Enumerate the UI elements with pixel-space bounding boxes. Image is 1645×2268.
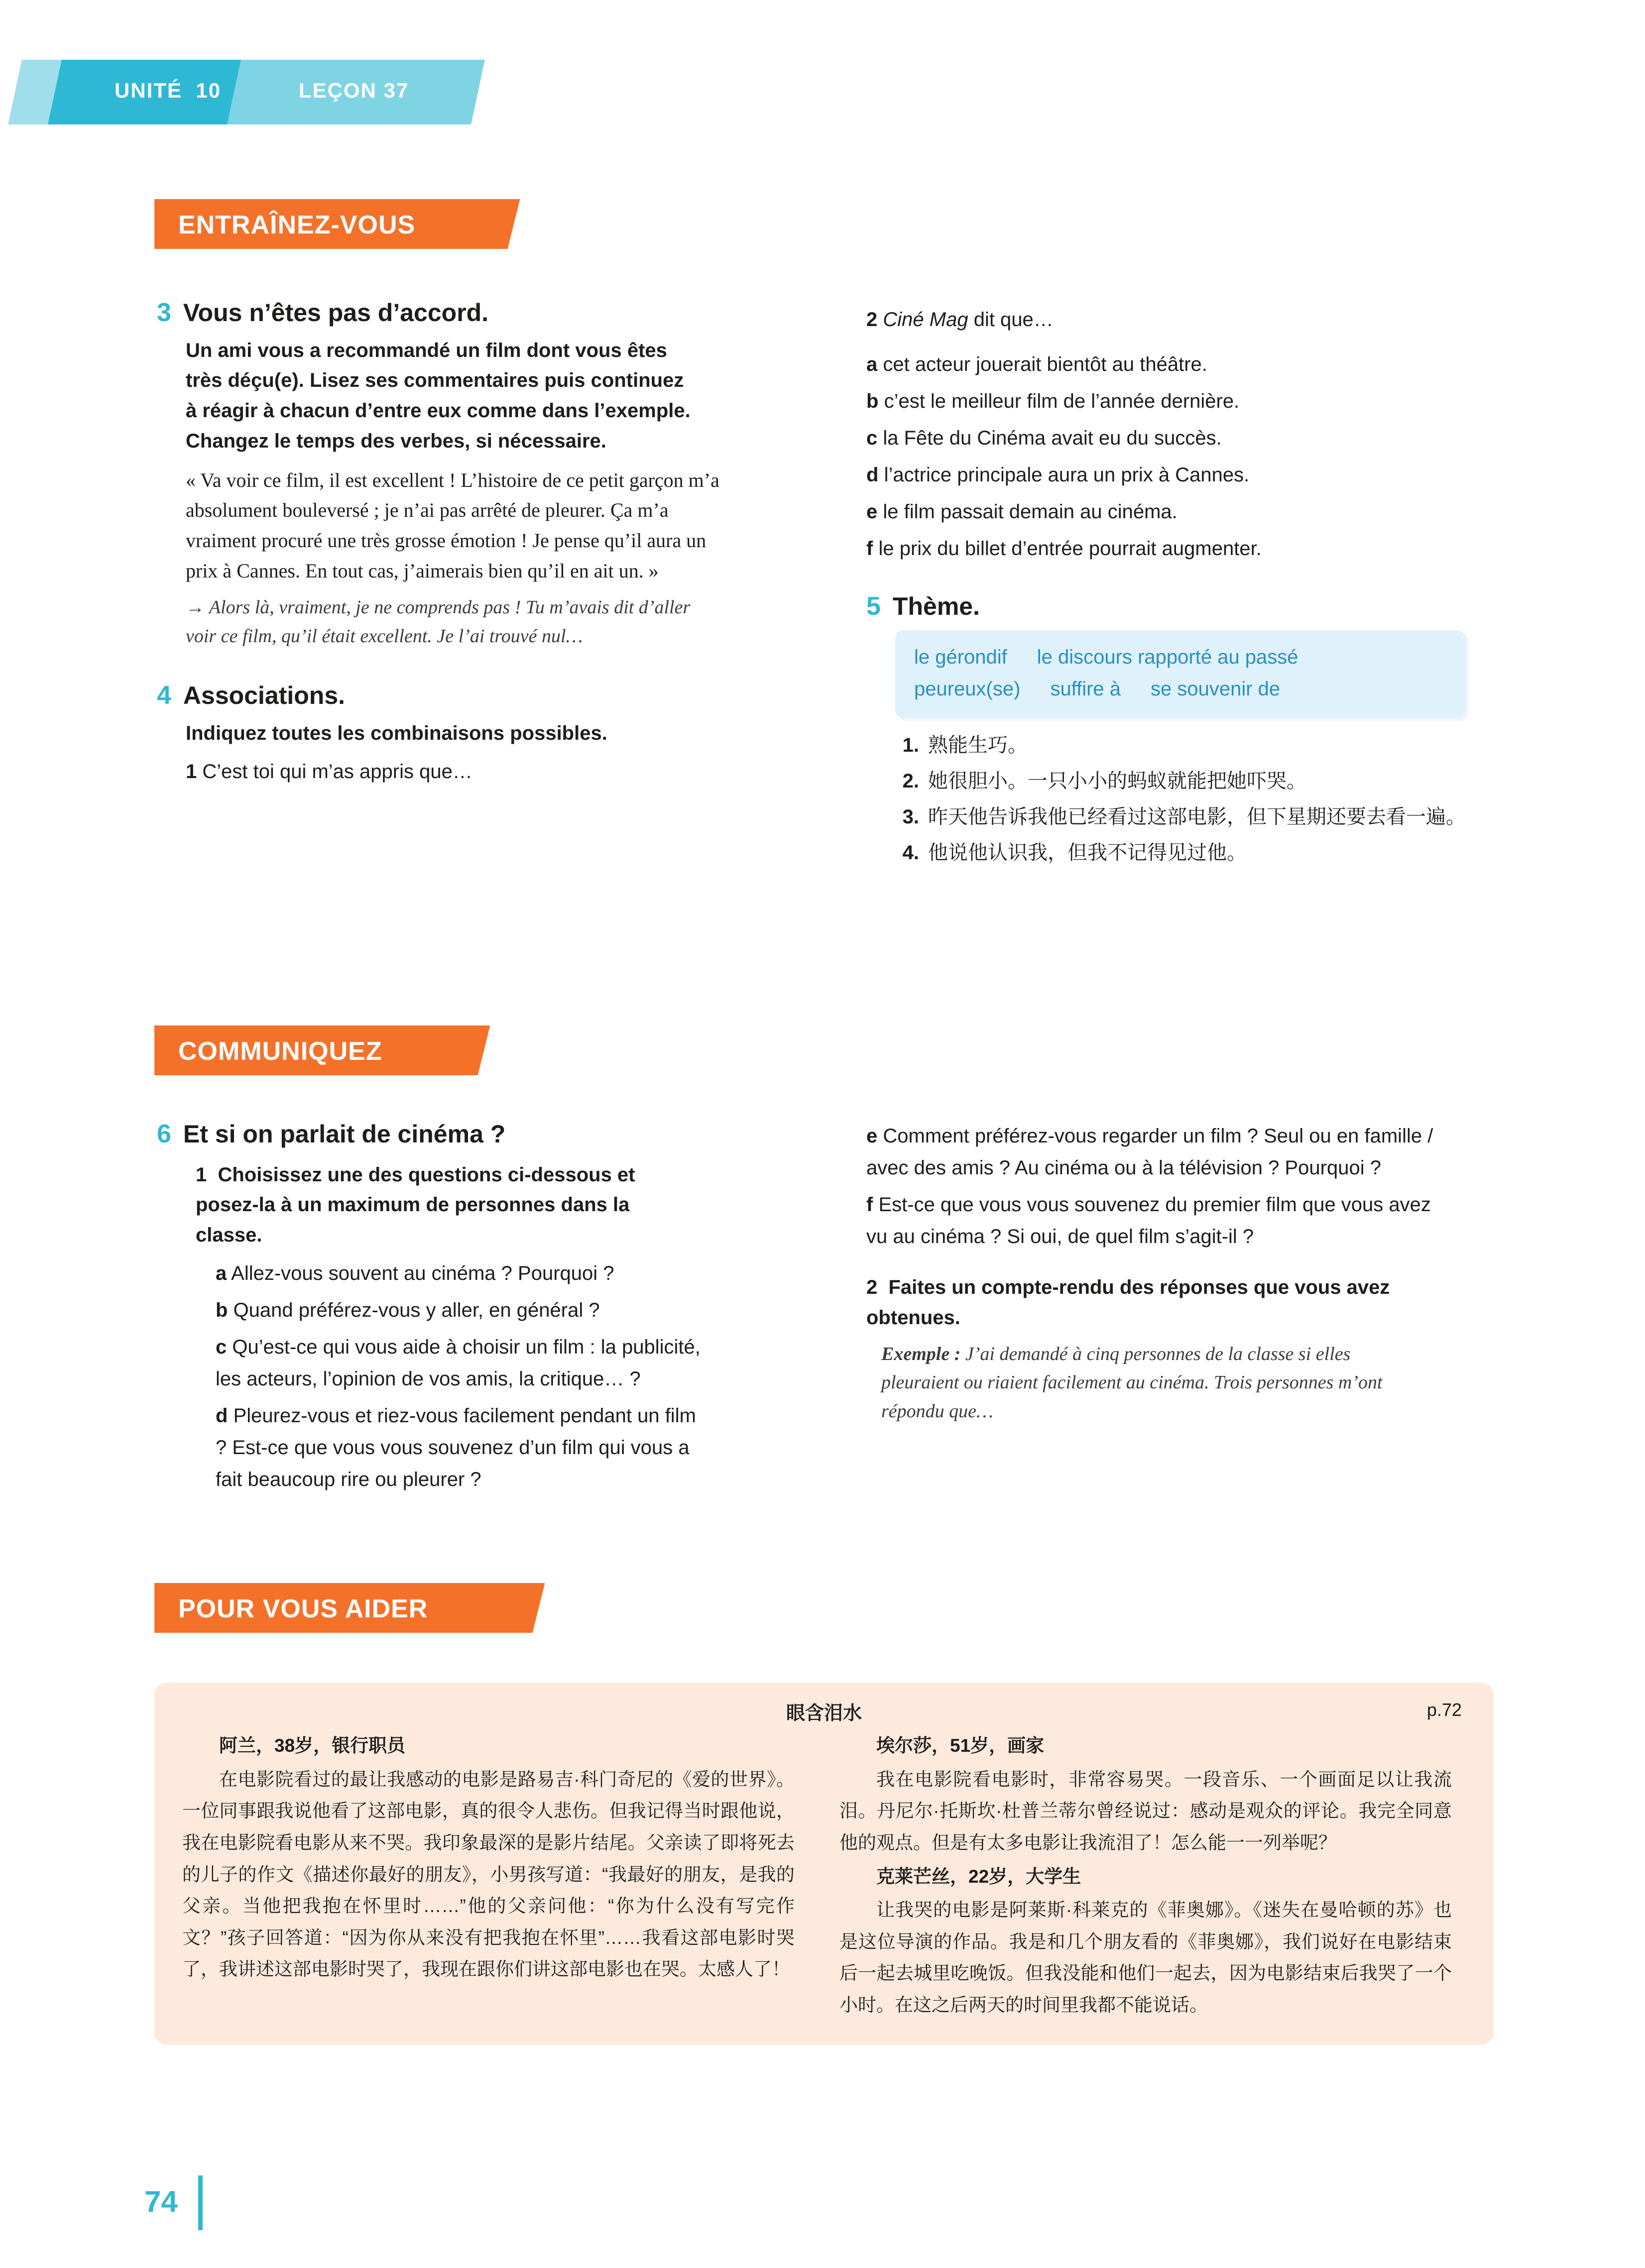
- exercise-6-question-list-left: [216, 1257, 704, 1495]
- aider-left-speaker: 阿兰，38岁，银行职员: [219, 1735, 406, 1756]
- aider-page-reference: p.72: [1426, 1700, 1462, 1720]
- question-letter-d: d: [216, 1404, 228, 1427]
- section-header-communiquez: [154, 1025, 493, 1075]
- section-title-communiquez: COMMUNIQUEZ: [178, 1037, 382, 1066]
- list-item: [216, 1400, 704, 1495]
- item-number-3: 3.: [902, 805, 919, 828]
- unit-lesson-banner: [0, 60, 498, 124]
- exercise-6-title: Et si on parlait de cinéma ?: [183, 1120, 506, 1148]
- list-item: [866, 533, 1489, 565]
- exercise-6-part1-instruction: Choisissez une des questions ci-dessous et posez-la à un maximum de personnes dans la classe.: [196, 1163, 635, 1247]
- question-text-c: Qu’est-ce qui vous aide à choisir un film : la publicité, les acteurs, l’opinion de vos amis, la critique… ?: [216, 1336, 701, 1390]
- question-text-a: Allez-vous souvent au cinéma ? Pourquoi ?: [231, 1262, 614, 1284]
- exercise-6-part2-number: 2: [866, 1276, 878, 1298]
- exercise-4-item-2-source: Ciné Mag: [883, 309, 968, 331]
- aider-left-paragraph: 在电影院看过的最让我感动的电影是路易吉·科门奇尼的《爱的世界》。一位同事跟我说他看了这部电影，真的很令人悲伤。但我记得当时跟他说，我在电影院看电影从来不哭。我印象最深的是影片结尾。父亲读了即将死去的儿子的作文《描述你最好的朋友》，小男孩写道：“我最好的朋友，是我的父亲。当他把我抱在怀里时……”他的父亲问他：“你为什么没有写完作文？”孩子回答道：“因为你从来没有把我抱在怀里”……我看这部电影时哭了，我讲述这部电影时哭了，我现在跟你们讲这部电影也在哭。太感人了！: [182, 1769, 795, 1980]
- section-title-entrainez-vous: ENTRAÎNEZ-VOUS: [178, 211, 416, 239]
- list-item: [895, 801, 1473, 832]
- lesson-label: LEÇON 37: [299, 79, 409, 102]
- exercise-4-item-1-number: 1: [186, 760, 197, 783]
- answer-letter-d: d: [866, 464, 879, 486]
- question-text-e: Comment préférez-vous regarder un film ? Seul ou en famille / avec des amis ? Au cinéma ou à la télévision ? Pourquoi ?: [866, 1125, 1433, 1179]
- exercise-5-sentences: [895, 730, 1473, 868]
- exercise-3-title: Vous n’êtes pas d’accord.: [183, 299, 489, 327]
- exercise-3-quote: « Va voir ce film, il est excellent ! L’histoire de ce petit garçon m’a absolument bouleversé ; je n’ai pas arrêté de pleurer. Ça m’a vraiment procuré une très grosse émotion ! Je pense qu’il aura un prix à Cannes. En tout cas, j’aimerais bien qu’il en ait un. »: [186, 468, 719, 582]
- list-item: [895, 837, 1473, 868]
- unit-word: UNITÉ: [115, 79, 182, 102]
- question-letter-b: b: [216, 1299, 228, 1321]
- exercise-4-heading: [157, 681, 779, 710]
- answer-text-b: c’est le meilleur film de l’année dernière.: [884, 390, 1240, 412]
- left-column-top: [157, 299, 779, 793]
- exercise-6-number: 6: [157, 1120, 171, 1148]
- list-item: [866, 422, 1489, 454]
- pour-vous-aider-panel: [154, 1683, 1494, 2045]
- answer-letter-a: a: [866, 353, 878, 375]
- answer-text-c: la Fête du Cinéma avait eu du succès.: [883, 427, 1222, 449]
- exercise-6-example: [881, 1340, 1424, 1426]
- question-text-b: Quand préférez-vous y aller, en général ?: [233, 1299, 600, 1321]
- right-column-communiquez: [866, 1120, 1489, 1431]
- list-item: [895, 766, 1473, 796]
- aider-column-left: [182, 1730, 795, 2023]
- list-item: [866, 459, 1489, 491]
- exercise-6-part1-number: 1: [196, 1163, 207, 1186]
- list-item: [866, 385, 1489, 417]
- unit-number: 10: [196, 79, 222, 102]
- answer-letter-c: c: [866, 427, 878, 449]
- list-item: [866, 1189, 1439, 1252]
- item-text-4: 他说他认识我，但我不记得见过他。: [928, 841, 1247, 864]
- item-text-3: 昨天他告诉我他已经看过这部电影，但下星期还要去看一遍。: [928, 805, 1466, 828]
- question-letter-e: e: [866, 1125, 878, 1147]
- answer-letter-f: f: [866, 538, 873, 560]
- exercise-5-heading: [866, 592, 1489, 621]
- item-text-1: 熟能生巧。: [928, 734, 1028, 756]
- aider-right-speaker-2: 克莱芒丝，22岁，大学生: [876, 1866, 1081, 1887]
- theme-vocabulary-box: [895, 630, 1465, 718]
- section-header-pour-vous-aider: [154, 1583, 548, 1633]
- answer-text-f: le prix du billet d’entrée pourrait augmenter.: [878, 538, 1262, 560]
- exercise-4-title: Associations.: [183, 681, 346, 710]
- left-column-communiquez: [157, 1120, 779, 1500]
- page-number: 74: [144, 2185, 178, 2218]
- exercise-5-number: 5: [866, 592, 881, 621]
- answer-letter-e: e: [866, 501, 878, 523]
- list-item: [866, 1120, 1439, 1184]
- right-column-top: [866, 304, 1489, 873]
- aider-right-paragraph-2: 让我哭的电影是阿莱斯·科莱克的《菲奥娜》。《迷失在曼哈顿的苏》也是这位导演的作品。我是和几个朋友看的《菲奥娜》，我们说好在电影结束后一起去城里吃晚饭。但我没能和他们一起去，因为电影结束后我哭了一个小时。在这之后两天的时间里我都不能说话。: [839, 1900, 1452, 2015]
- exercise-6-part2: [866, 1272, 1424, 1333]
- question-letter-f: f: [866, 1194, 873, 1216]
- item-number-4: 4.: [902, 841, 919, 864]
- question-text-f: Est-ce que vous vous souvenez du premier film que vous avez vu au cinéma ? Si oui, de quel film s’agit-il ?: [866, 1194, 1431, 1247]
- exercise-4-item-2-text: dit que…: [968, 309, 1054, 331]
- section-header-entrainez-vous: [154, 199, 518, 249]
- section-title-pour-vous-aider: POUR VOUS AIDER: [178, 1594, 428, 1623]
- theme-term-peureux: peureux(se): [914, 678, 1021, 700]
- exercise-4-number: 4: [157, 681, 171, 710]
- aider-column-right: [839, 1730, 1452, 2023]
- exercise-6-part2-instruction: Faites un compte-rendu des réponses que vous avez obtenues.: [866, 1276, 1390, 1329]
- list-item: [866, 348, 1489, 380]
- theme-term-suffire-a: suffire à: [1050, 678, 1121, 700]
- answer-text-e: le film passait demain au cinéma.: [883, 501, 1177, 523]
- aider-title: 眼含泪水: [786, 1703, 862, 1724]
- theme-box-row-1: [914, 641, 1446, 673]
- list-item: [895, 730, 1473, 761]
- list-item: [216, 1331, 704, 1395]
- exercise-3-heading: [157, 299, 779, 328]
- exercise-5-title: Thème.: [892, 592, 980, 620]
- aider-right-speaker-1: 埃尔莎，51岁，画家: [876, 1735, 1045, 1756]
- answer-letter-b: b: [866, 390, 879, 412]
- exercise-3-instruction: Un ami vous a recommandé un film dont vous êtes très déçu(e). Lisez ses commentaires puis continuez à réagir à chacun d’entre eux comme dans l’exemple. Changez le temps des verbes, si nécessaire.: [186, 339, 691, 452]
- list-item: [216, 1294, 704, 1326]
- item-number-2: 2.: [902, 770, 919, 792]
- exercise-4-item-2: [866, 304, 1489, 336]
- example-label: Exemple :: [881, 1343, 961, 1364]
- exercise-4-instruction: Indiquez toutes les combinaisons possibles.: [186, 722, 607, 744]
- exercise-6-heading: [157, 1120, 779, 1149]
- item-text-2: 她很胆小。一只小小的蚂蚁就能把她吓哭。: [928, 770, 1306, 792]
- question-letter-c: c: [216, 1336, 227, 1358]
- exercise-6-part1: [196, 1160, 699, 1250]
- exercise-4-answers-list: [866, 348, 1489, 565]
- exercise-3-example: → Alors là, vraiment, je ne comprends pas ! Tu m’avais dit d’aller voir ce film, qu’il était excellent. Je l’ai trouvé nul…: [186, 596, 691, 647]
- list-item: [216, 1257, 704, 1289]
- exercise-4-item-1: [186, 756, 779, 788]
- item-number-1: 1.: [902, 734, 919, 756]
- theme-term-gerondif: le gérondif: [914, 646, 1007, 668]
- example-text: J’ai demandé à cinq personnes de la classe si elles pleuraient ou riaient facilement au cinéma. Trois personnes m’ont répondu que…: [881, 1343, 1383, 1422]
- question-letter-a: a: [216, 1262, 227, 1284]
- theme-term-discours-rapporte: le discours rapporté au passé: [1037, 646, 1298, 668]
- exercise-4-item-2-number: 2: [866, 309, 878, 331]
- footer-divider: [198, 2175, 203, 2230]
- theme-box-row-2: [914, 673, 1446, 705]
- exercise-4-item-1-text: C’est toi qui m’as appris que…: [202, 760, 472, 783]
- aider-columns: [182, 1730, 1466, 2023]
- unit-label: [115, 79, 221, 103]
- answer-text-d: l’actrice principale aura un prix à Cannes.: [884, 464, 1250, 486]
- aider-right-paragraph-1: 我在电影院看电影时，非常容易哭。一段音乐、一个画面足以让我流泪。丹尼尔·托斯坎·杜普兰蒂尔曾经说过：感动是观众的评论。我完全同意他的观点。但是有太多电影让我流泪了！怎么能一一列举呢？: [839, 1769, 1452, 1853]
- exercise-3-number: 3: [157, 298, 171, 327]
- question-text-d: Pleurez-vous et riez-vous facilement pendant un film ? Est-ce que vous vous souvenez d’un film qui vous a fait beaucoup rire ou pleurer ?: [216, 1404, 696, 1490]
- exercise-6-question-list-right: [866, 1120, 1439, 1252]
- answer-text-a: cet acteur jouerait bientôt au théâtre.: [883, 353, 1207, 375]
- theme-term-se-souvenir-de: se souvenir de: [1151, 678, 1281, 700]
- list-item: [866, 496, 1489, 528]
